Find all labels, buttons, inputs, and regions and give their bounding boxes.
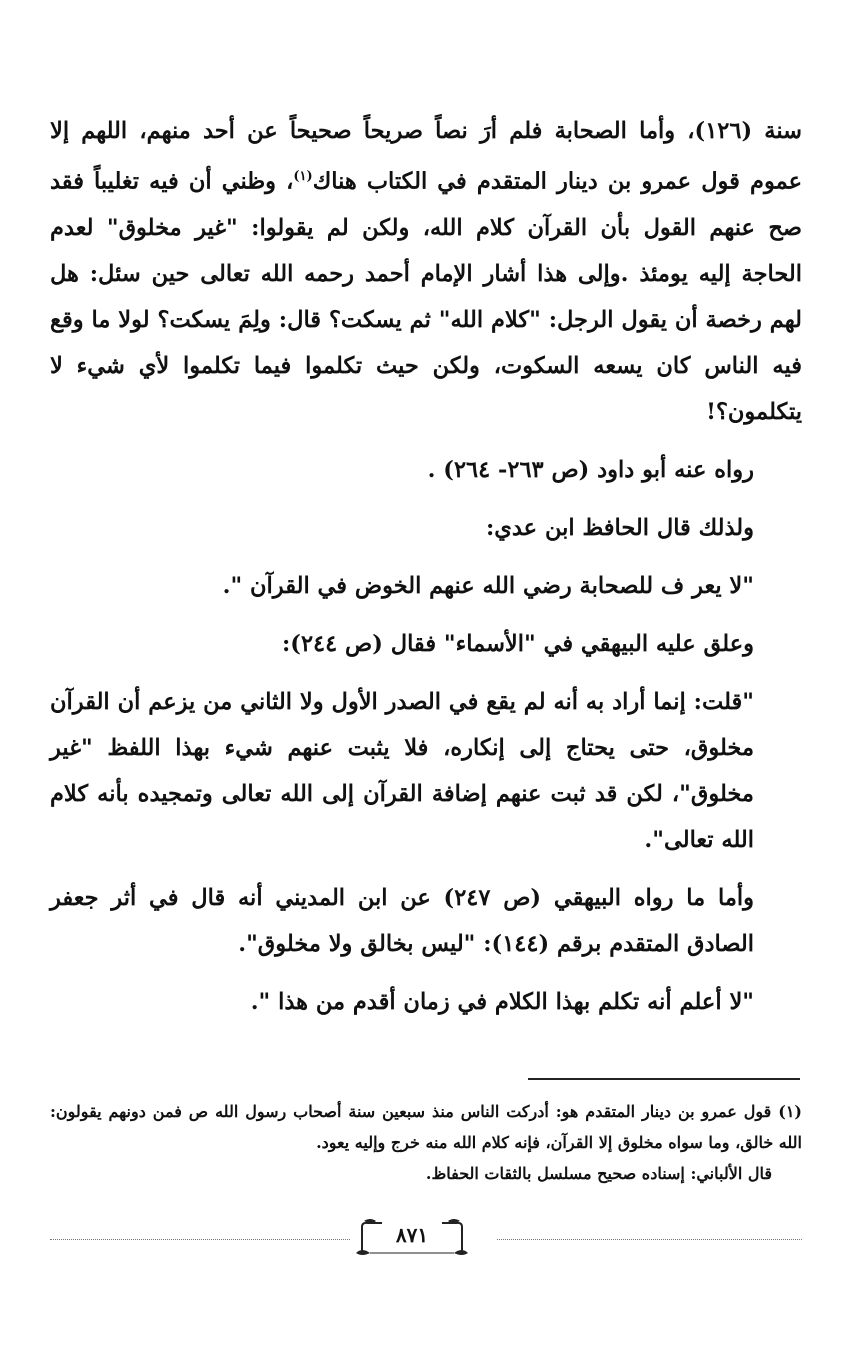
quote-bayhaqi: "قلت: إنما أراد به أنه لم يقع في الصدر الأول ولا الثاني من يزعم أن القرآن مخلوق، حتى يحتاج إلى إنكاره، فلا يثبت عنهم شيء بهذا اللفظ "غير مخلوق"، لكن قد ثبت عنهم إضافة القرآن إلى الله تعالى وتمجيده بأنه كلام الله تعالى". (50, 688, 754, 853)
quote-final: "لا أعلم أنه تكلم بهذا الكلام في زمان أقدم من هذا ". (250, 988, 754, 1015)
page-number-frame (352, 1217, 472, 1257)
paragraph-1-text: سنة (١٢٦)، وأما الصحابة فلم أرَ نصاً صريحاً صحيحاً عن أحد منهم، اللهم إلا عموم قول عمرو بن دينار المتقدم في الكتاب هناك (50, 118, 802, 195)
page-number: ٨٧١ (395, 1223, 429, 1247)
footnote-1-note: قال الألباني: إسناده صحيح مسلسل بالثقات الحفاظ. (425, 1164, 772, 1183)
footnote-divider (528, 1078, 800, 1080)
paragraph-3: ولذلك قال الحافظ ابن عدي: (485, 514, 754, 541)
main-text (50, 108, 802, 1025)
paragraph-1-continued: ، وظني أن فيه تغليباً فقد صح عنهم القول بأن القرآن كلام الله، ولكن لم يقولوا: "غير مخلوق" لعدم الحاجة إليه يومئذ .وإلى هذا أشار الإمام أحمد رحمه الله تعالى حين سئل: هل لهم رخصة أن يقول الرجل: "كلام الله" ثم يسكت؟ قال: ولِمَ يسكت؟ لولا ما وقع فيه الناس كان يسعه السكوت، ولكن حيث تكلموا فيما تكلموا لأي شيء لا يتكلمون؟! (50, 168, 802, 425)
paragraph-5: وعلق عليه البيهقي في "الأسماء" فقال (ص ٢٤٤): (282, 630, 754, 657)
paragraph-1 (50, 108, 802, 435)
quote-ibn-adi: "لا يعر ف للصحابة رضي الله عنهم الخوض في القرآن ". (222, 572, 754, 599)
paragraph-7: وأما ما رواه البيهقي (ص ٢٤٧) عن ابن المديني أنه قال في أثر جعفر الصادق المتقدم برقم (١٤٤): "ليس بخالق ولا مخلوق". (50, 884, 754, 957)
bottom-dotted-rule-right (497, 1239, 802, 1240)
footnote-ref-1[interactable]: (١) (293, 169, 313, 184)
footnote-1: (١) قول عمرو بن دينار المتقدم هو: أدركت الناس منذ سبعين سنة أصحاب رسول الله ص فمن دونهم يقولون: الله خالق، وما سواه مخلوق إلا القرآن، فإنه كلام الله منه خرج وإليه يعود. (50, 1102, 802, 1152)
footnotes (50, 1096, 802, 1189)
bottom-dotted-rule-left (50, 1239, 350, 1240)
paragraph-2: رواه عنه أبو داود (ص ٢٦٣- ٢٦٤) . (427, 456, 754, 483)
